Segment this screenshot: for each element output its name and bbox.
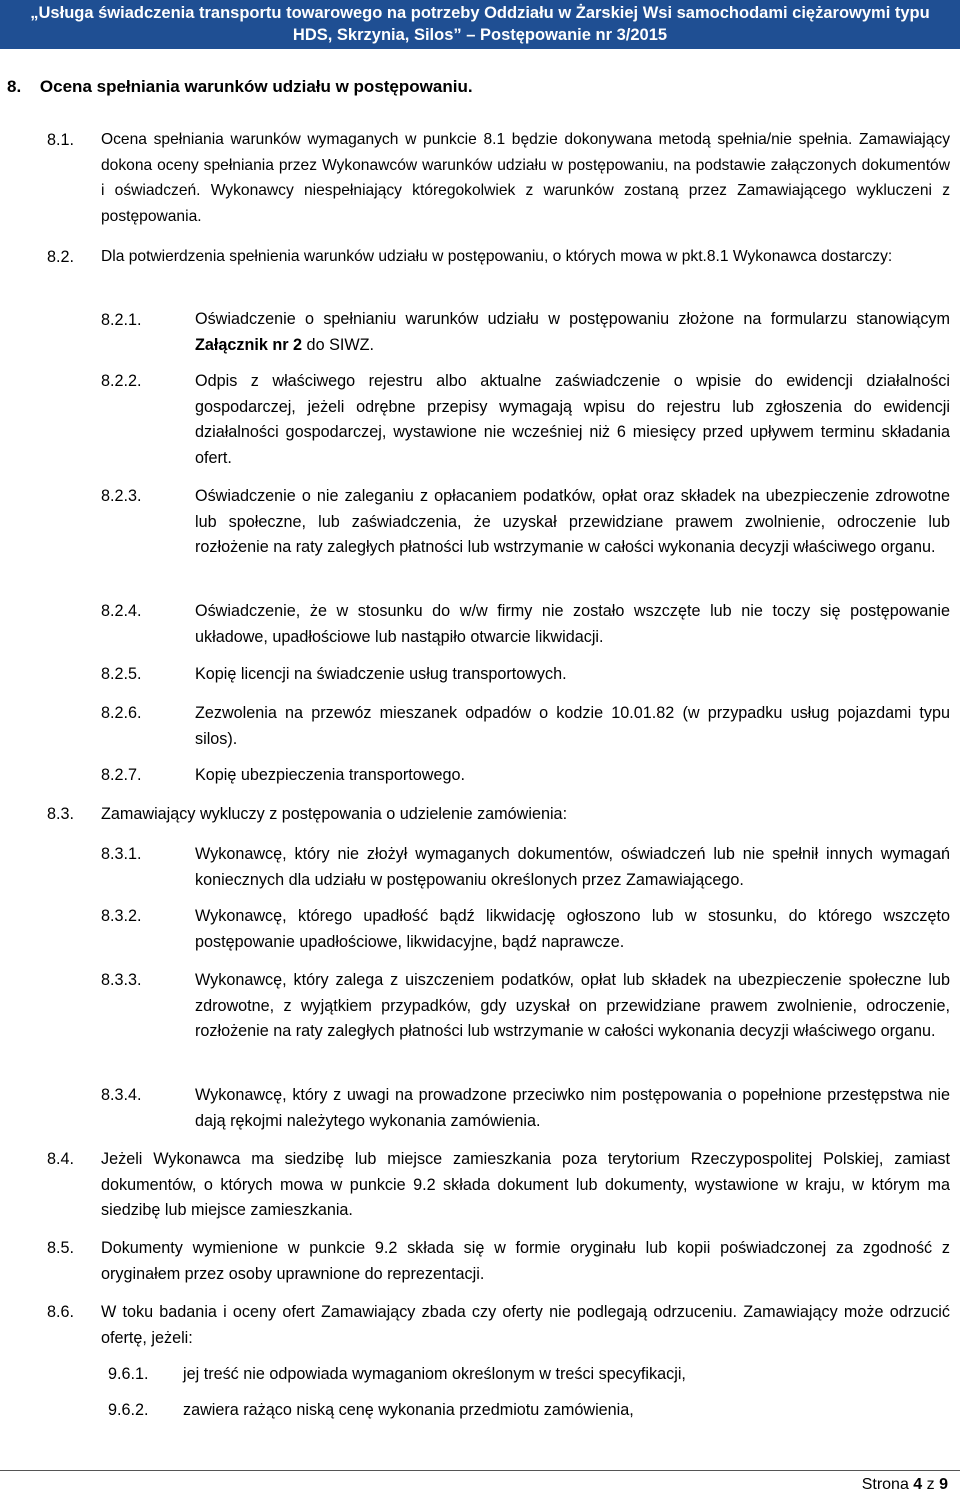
item-number: 8.4. — [47, 1150, 75, 1168]
section-heading — [7, 77, 473, 97]
attachment-reference: Załącznik nr 2 — [195, 335, 303, 354]
page-number: Strona 4 z 9 — [861, 1476, 948, 1493]
item-text: Odpis z właściwego rejestru albo aktualne zaświadczenie o wpisie do ewidencji działalności gospodarczej, jeżeli odrębne przepisy wymagają wpisu do rejestru lub zgłoszenia do ewidencji działalności gospodarczej, wystawione nie wcześniej niż 6 miesięcy przed upływem terminu składania ofert. — [195, 372, 950, 467]
item-number: 9.6.1. — [108, 1365, 149, 1383]
header-title-line2: HDS, Skrzynia, Silos” – Postępowanie nr 3/2015 — [292, 26, 668, 44]
item-number: 8.3.1. — [101, 845, 142, 863]
item-text: Kopię ubezpieczenia transportowego. — [195, 766, 465, 784]
item-number: 8.3.3. — [101, 971, 142, 989]
item-text: Dokumenty wymienione w punkcie 9.2 składa się w formie oryginału lub kopii poświadczonej za zgodność z oryginałem przez osoby uprawnione do reprezentacji. — [101, 1239, 950, 1283]
item-text: Wykonawcę, którego upadłość bądź likwidację ogłoszono lub w stosunku, do którego wszczęto postępowanie upadłościowe, likwidacyjne, bądź naprawcze. — [195, 907, 950, 951]
item-number: 8.3. — [47, 805, 75, 823]
item-text: Zamawiający wykluczy z postępowania o udzielenie zamówienia: — [101, 805, 568, 823]
item-text: Kopię licencji na świadczenie usług transportowych. — [195, 665, 567, 683]
item-text: Jeżeli Wykonawca ma siedzibę lub miejsce zamieszkania poza terytorium Rzeczypospolitej Polskiej, zamiast dokumentów, o których mowa w punkcie 9.2 składa dokument lub dokumenty, wystawione w kraju, w którym ma siedzibę lub miejsce zamieszkania. — [101, 1150, 950, 1219]
item-text: Wykonawcę, który nie złożył wymaganych dokumentów, oświadczeń lub nie spełnił innych wymagań koniecznych dla udziału w postępowaniu określonych przez Zamawiającego. — [195, 845, 950, 889]
item-number: 8.2.7. — [101, 766, 142, 784]
item-text: Ocena spełniania warunków wymaganych w punkcie 8.1 będzie dokonywana metodą spełnia/nie spełnia. Zamawiający dokona oceny spełniania przez Wykonawców warunków udziału w postępowaniu, na podstawie załączonych dokumentów i oświadczeń. Wykonawcy niespełniający któregokolwiek z warunków zostaną przez Zamawiającego wykluczeni z postępowania. — [101, 131, 950, 225]
item-number: 8.2.1. — [101, 311, 142, 329]
item-text: Oświadczenie o nie zaleganiu z opłacaniem podatków, opłat oraz składek na ubezpieczenie zdrowotne lub społeczne, lub zaświadczenia, że uzyskał przewidziane prawem zwolnienie, odroczenie lub rozłożenie na raty zaległych płatności lub wstrzymanie w całości wykonania decyzji właściwego organu. — [195, 487, 950, 556]
item-number: 8.6. — [47, 1303, 75, 1321]
section-title: Ocena spełniania warunków udziału w postępowaniu. — [39, 77, 473, 96]
item-number: 8.2. — [47, 248, 75, 266]
item-number: 8.1. — [47, 131, 75, 149]
item-number: 8.2.6. — [101, 704, 142, 722]
item-text: Dla potwierdzenia spełnienia warunków udziału w postępowaniu, o których mowa w pkt.8.1 Wykonawca dostarczy: — [101, 248, 893, 265]
item-text: Wykonawcę, który zalega z uiszczeniem podatków, opłat lub składek na ubezpieczenie społeczne lub zdrowotne, z wyjątkiem przypadków, gdy uzyskał on przewidziane prawem zwolnienie, odroczenie, rozłożenie na raty zaległych płatności lub wstrzymanie w całości wykonania decyzji właściwego organu. — [195, 971, 950, 1040]
item-text: Oświadczenie, że w stosunku do w/w firmy nie zostało wszczęte lub nie toczy się postępowanie układowe, upadłościowe lub nastąpiło otwarcie likwidacji. — [195, 602, 950, 646]
item-number: 8.5. — [47, 1239, 75, 1257]
item-number: 9.6.2. — [108, 1401, 149, 1419]
item-number: 8.2.4. — [101, 602, 142, 620]
item-text: jej treść nie odpowiada wymaganiom określonym w treści specyfikacji, — [183, 1365, 686, 1383]
item-text: Wykonawcę, który z uwagi na prowadzone przeciwko nim postępowania o popełnione przestępstwa nie dają rękojmi należytego wykonania zamówienia. — [195, 1086, 950, 1130]
item-number: 8.3.4. — [101, 1086, 142, 1104]
item-number: 8.3.2. — [101, 907, 142, 925]
item-number: 8.2.2. — [101, 372, 142, 390]
item-text: zawiera rażąco niską cenę wykonania przedmiotu zamówienia, — [183, 1401, 634, 1419]
item-text: Oświadczenie o spełnianiu warunków udziału w postępowaniu złożone na formularzu stanowiącym Załącznik nr 2 do SIWZ. — [195, 310, 950, 354]
item-text: Zezwolenia na przewóz mieszanek odpadów o kodzie 10.01.82 (w przypadku usług pojazdami typu silos). — [195, 704, 950, 748]
item-number: 8.2.5. — [101, 665, 142, 683]
section-number: 8. — [7, 77, 22, 96]
document-header — [0, 0, 960, 49]
item-number: 8.2.3. — [101, 487, 142, 505]
header-title-line1: „Usługa świadczenia transportu towarowego na potrzeby Oddziału w Żarskiej Wsi samochodami ciężarowymi typu — [30, 4, 930, 22]
item-text: W toku badania i oceny ofert Zamawiający zbada czy oferty nie podlegają odrzuceniu. Zamawiający może odrzucić ofertę, jeżeli: — [101, 1303, 950, 1347]
footer-divider — [0, 1470, 960, 1471]
